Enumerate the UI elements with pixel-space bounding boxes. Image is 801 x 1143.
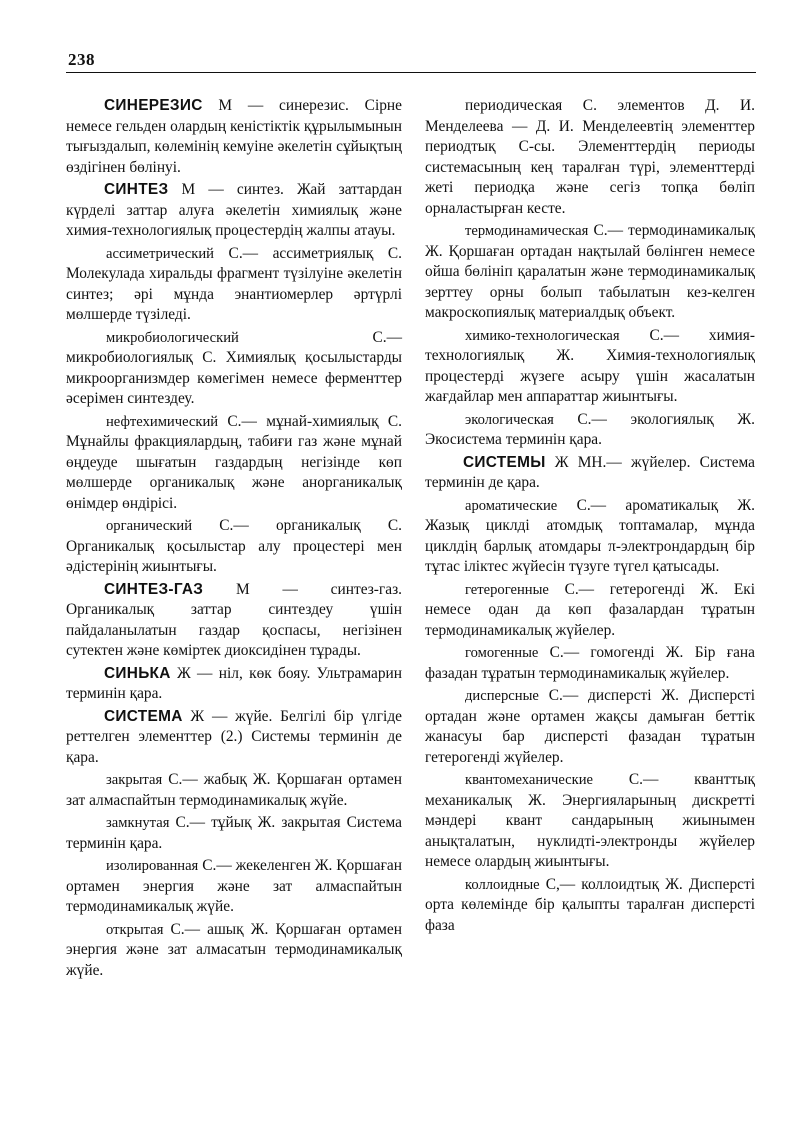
dictionary-subentry [425,326,755,408]
entry-text: Ж МН.— жүйелер. Система терминін де қара. [425,453,755,491]
dictionary-subentry [425,686,755,768]
entry-text: Ж — жүйе. Белгілі бір үлгіде реттелген элементтер (2.) Системы терминін де қара. [66,707,402,766]
subentry-term: химико-технологическая [465,327,620,344]
entry-term: СИНЕРЕЗИС [104,97,203,114]
dictionary-subentry [66,328,402,410]
subentry-term: дисперсные [465,688,539,704]
entry-text: М — синтез. Жай заттардан күрделі заттар алуға әкелетін химиялық және химия-технологиялық процестердің жалпы атауы. [66,181,402,239]
entry-text: С.— химия-технологиялық Ж. Химия-технологиялық процестерді жүзеге асыру үшін жасалатын жағдайлар мен аппараттар жиынтығы. [425,326,755,405]
dictionary-subentry [66,412,402,515]
subentry-term: гетерогенные [465,581,549,598]
entry-text: С.— жабық Ж. Қоршаған ортамен зат алмаспайтын термодинамикалық жүйе. [66,771,402,809]
entry-text: Ж — ніл, көк бояу. Ультрамарин терминін қара. [66,664,402,702]
entry-text: С.— термодинамикалық Ж. Қоршаған ортадан нақтылай бөлінген немесе ойша бөлініп қаралатын және термодинамикалық зерттеу орны болып табылатын кез-келген макроскопиялық материалдық объект. [425,222,755,321]
header-rule [66,72,756,73]
subentry-term: квантомеханические [465,772,594,788]
entry-text: С.— гомогенді Ж. Бір ғана фазадан тұратын термодинамикалық жүйелер. [425,644,755,682]
dictionary-subentry [66,920,402,982]
entry-term: СИСТЕМЫ [463,453,546,471]
entry-text: С.— мұнай-химиялық С. Мұнайлы фракциялардың, табиғи газ және мұнай өңдеуде шығатын газдардың негізінде көп мөлшерде органикалық және анорганикалық өнімдер өндірісі. [66,412,402,512]
entry-text: С.— ассиметриялық С. Молекулада хиральды фрагмент түзілуіне әкелетін синтез; әрі мұнда энантиомерлер әртүрлі мөлшерде түзіледі. [66,244,402,323]
entry-term: СИНТЕЗ [104,181,169,198]
subentry-term: экологическая [465,411,554,428]
entry-text: С.— органикалық С. Органикалық қосылыстар алу процестері мен әдістерінің жиынтығы. [66,517,402,575]
entry-text: М — синтез-газ. Органикалық заттар синтездеу үшін пайдаланылатын газдар қоспасы, негізінен сутектен және көміртек диоксидінен тұрады. [66,580,402,659]
left-column [66,96,402,983]
dictionary-subentry [425,410,755,451]
subentry-term: микробиологический [106,329,239,346]
entry-term: СИСТЕМА [104,707,183,725]
dictionary-subentry [425,496,755,578]
subentry-term: ассиметрический [106,245,214,262]
entry-text: С.— тұйық Ж. закрытая Система терминін қара. [66,814,402,852]
subentry-term: ароматические [465,497,558,514]
entry-text: С.— ароматикалық Ж. Жазық циклді атомдық топтамалар, мұнда циклдің барлық атомдары π-электрондардың бір тұтас іліктес жүйесін түзуге түгел қатысады. [425,496,755,575]
entry-text: С.— микробиологиялық С. Химиялық қосылыстарды микроорганизмдер көмегімен немесе ферменттер әсерімен синтездеу. [66,328,402,407]
dictionary-subentry [66,244,402,326]
entry-text: С,— коллоидтық Ж. Дисперсті орта көлемінде бір қалыпты таралған дисперсті фаза [425,875,755,934]
entry-term: СИНТЕЗ-ГАЗ [104,580,204,598]
subentry-term: термодинамическая [465,223,589,239]
entry-text: С.— кванттық механикалық Ж. Энергияларының дискретті мәндері квант сандарының жиынымен анықталатын, нуклидті-электронды жүйелер немесе олардың жиынтығы. [425,771,755,870]
dictionary-subentry [66,813,402,854]
entry-text: С.— гетерогенді Ж. Екі немесе одан да көп фазалардан тұратын термодинамикалық жүйелер. [425,580,755,639]
subentry-term: коллоидные [465,876,540,893]
subentry-term: закрытая [106,772,163,788]
dictionary-entry [66,707,402,769]
entry-text: С.— жекеленген Ж. Қоршаған ортамен энергия және зат алмаспайтын термодинамикалық жүйе. [66,857,402,915]
entry-text: М — синерезис. Сірне немесе гельден олардың кеністіктік құрылымынын тығыздалып, көлемінің кемуіне әкелетін сұйықтың өздігінен бөлінуі. [66,97,402,176]
dictionary-entry [66,580,402,662]
entry-text: С.— дисперсті Ж. Дисперсті ортадан және ортамен жақсы дамыған беттік жанасуы бар дисперсті фазадан тұратын гетерогенді жүйелер. [425,687,755,766]
dictionary-subentry [66,516,402,578]
subentry-term: гомогенные [465,645,539,661]
dictionary-subentry [425,221,755,324]
page-number: 238 [68,50,95,69]
entry-text: периодическая С. элементов Д. И. Менделеева — Д. И. Менделеевтің элементтер периодтық С-сы. Элементтердің периоды системасының кең таралған түрі, элементтерді жеті периодқа және сегіз топқа бөліп орналастырған кесте. [425,97,755,217]
subentry-term: замкнутая [106,815,170,831]
subentry-term: открытая [106,921,164,938]
dictionary-subentry [425,770,755,873]
right-column [425,96,755,938]
entry-text: С.— ашық Ж. Қоршаған ортамен энергия және зат алмасатын термодинамикалық жүйе. [66,920,402,979]
subentry-term: изолированная [106,858,199,874]
dictionary-subentry [425,96,755,219]
subentry-term: нефтехимический [106,413,219,430]
entry-term: СИНЬКА [104,664,171,682]
subentry-term: органический [106,518,193,534]
dictionary-subentry [425,643,755,684]
dictionary-subentry [425,580,755,642]
entry-text: С.— экологиялық Ж. Экосистема терминін қара. [425,410,755,448]
dictionary-entry [66,96,402,178]
dictionary-entry [66,180,402,242]
dictionary-entry [66,664,402,705]
dictionary-subentry [66,856,402,918]
dictionary-subentry [66,770,402,811]
dictionary-entry [425,453,755,494]
dictionary-subentry [425,875,755,937]
